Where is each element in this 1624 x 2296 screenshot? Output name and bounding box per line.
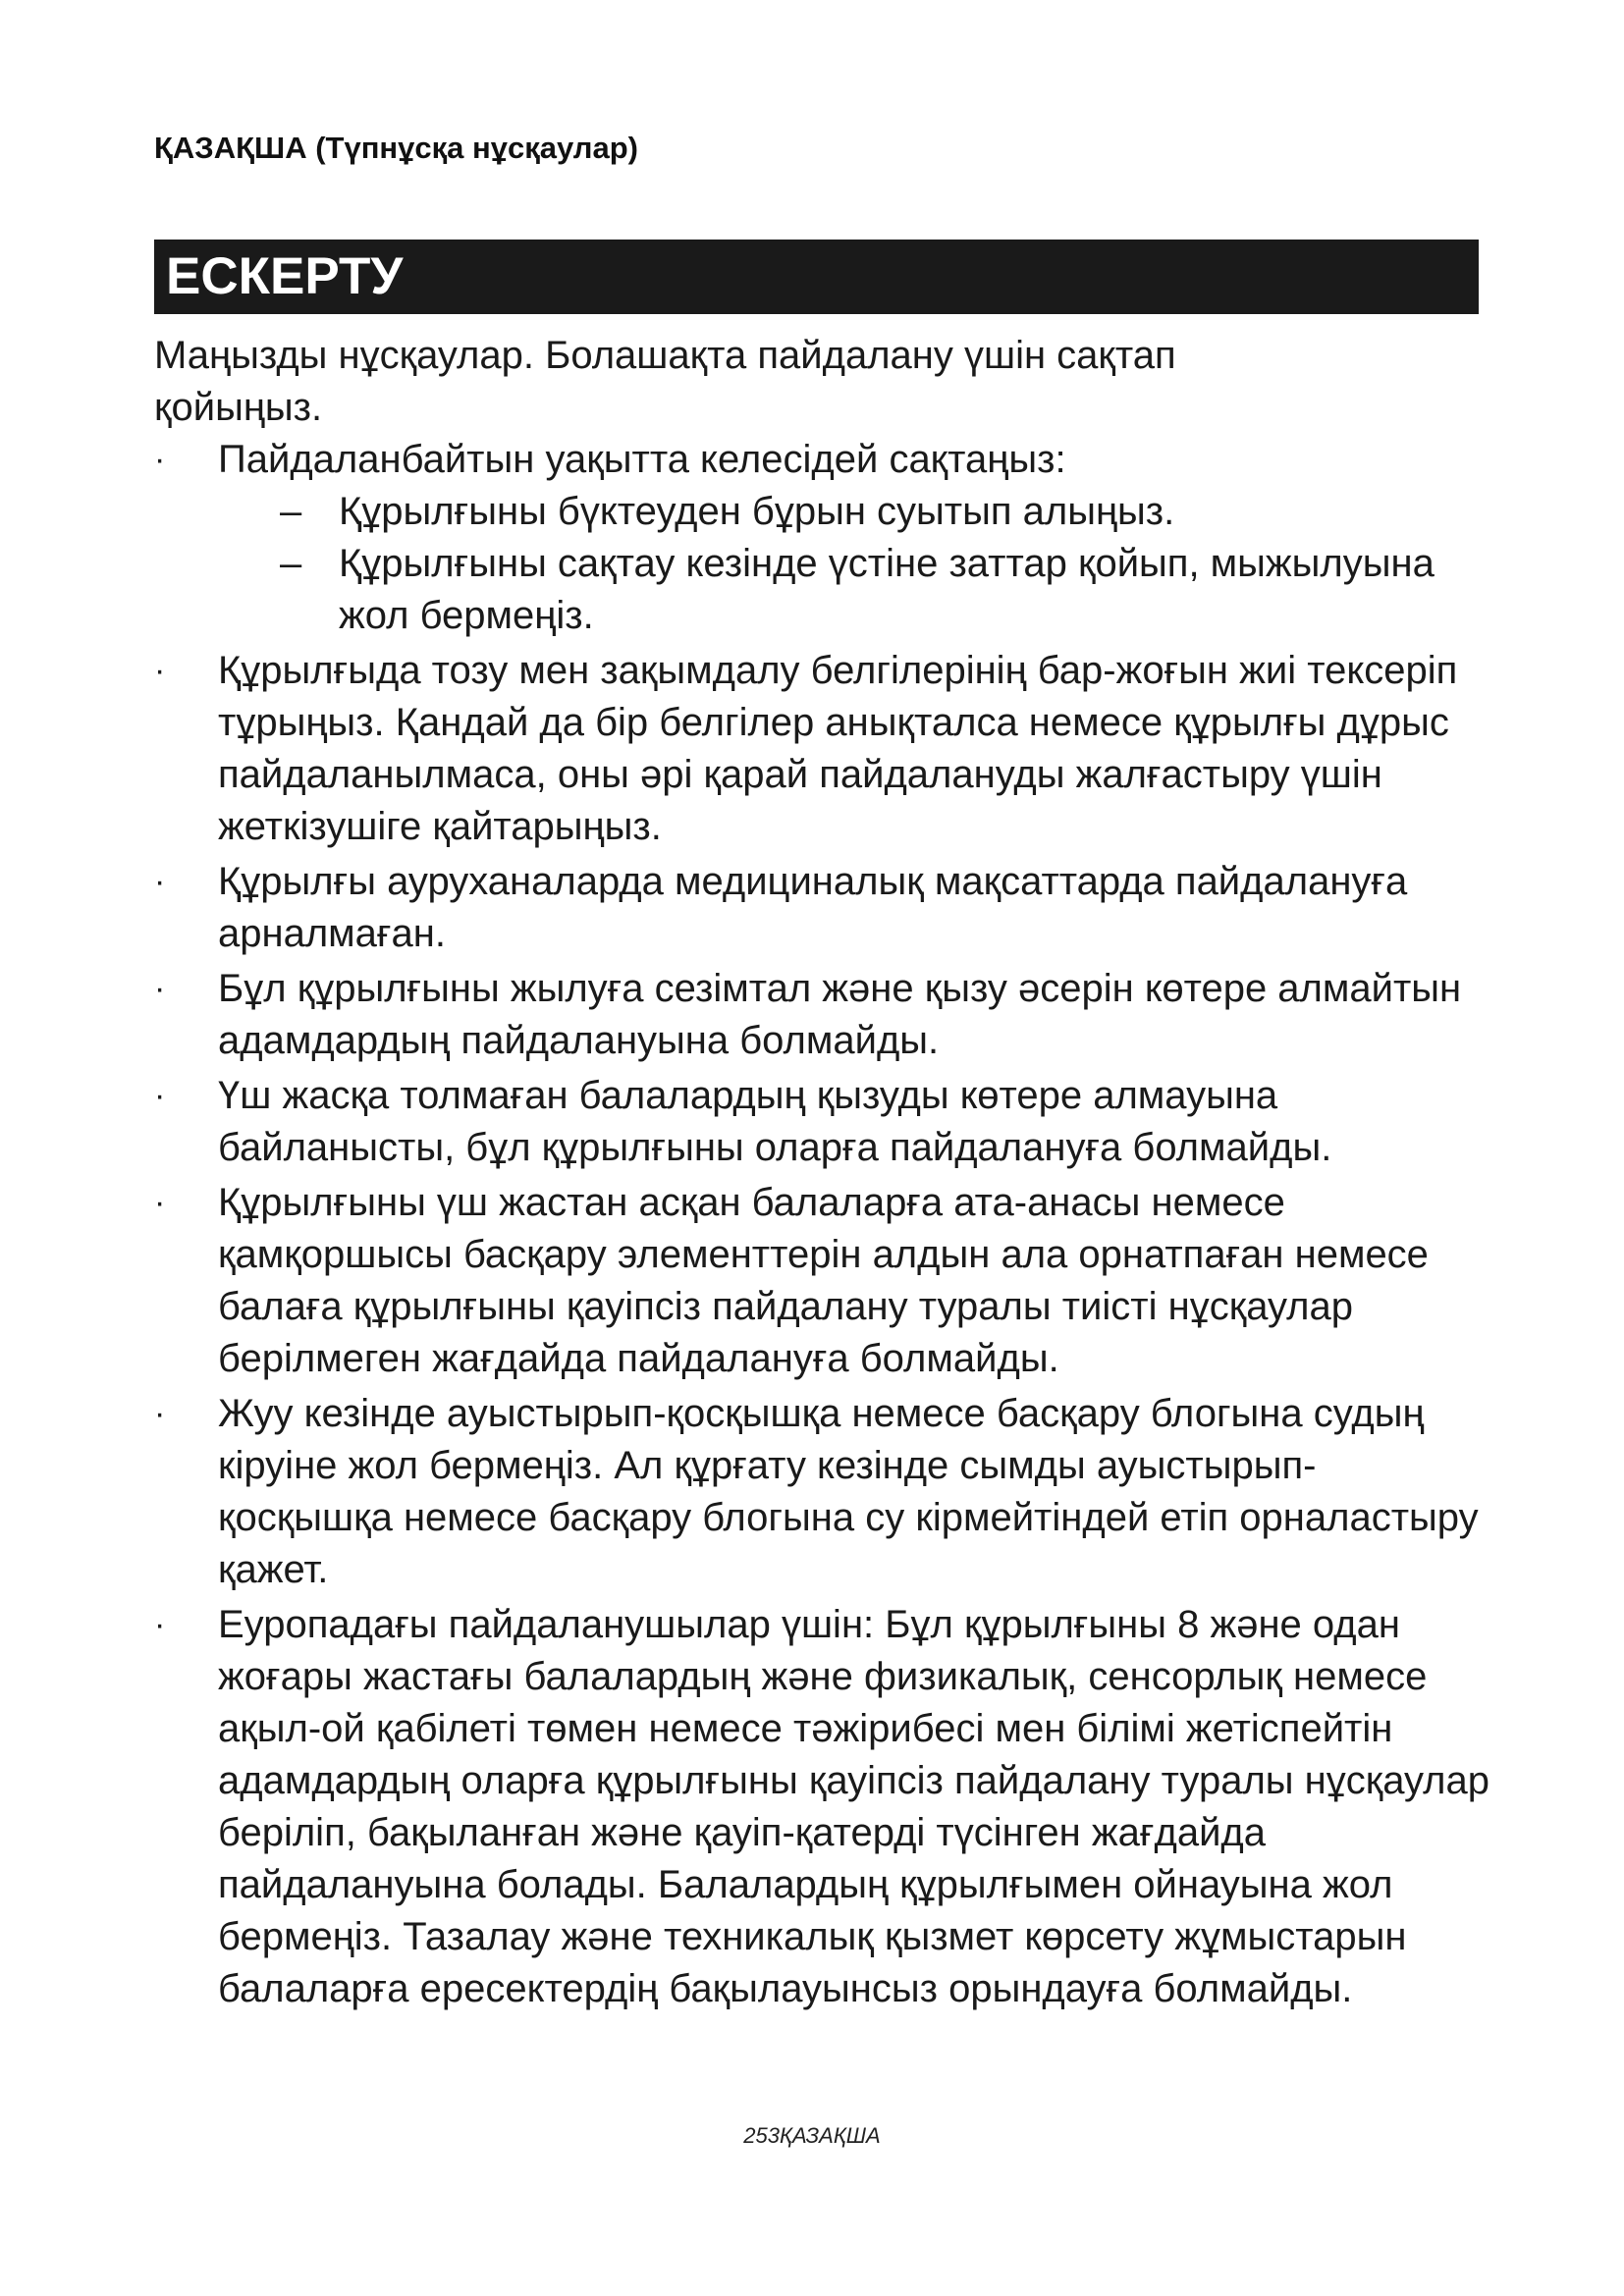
list-item-text: Құрылғыда тозу мен зақымдалу белгілерінің бар-жоғын жиі тексеріп тұрыңыз. Қандай да бір белгілер анықталса немесе құрылғы дұрыс пайдаланылмаса, оны әрі қарай пайдалануды жалғастыру үшін жеткізушіге қайтарыңыз. bbox=[218, 649, 1458, 848]
section-title: ЕСКЕРТУ bbox=[166, 247, 404, 305]
list-item bbox=[154, 963, 1489, 1067]
bullet-icon: · bbox=[154, 863, 166, 900]
list-item bbox=[154, 1177, 1489, 1385]
page-footer: 253ҚАЗАҚША bbox=[743, 2123, 881, 2148]
bullet-icon: · bbox=[154, 1606, 166, 1643]
list-item bbox=[154, 1388, 1489, 1596]
list-item bbox=[154, 1070, 1489, 1174]
bullet-icon: · bbox=[154, 970, 166, 1007]
sub-list-item bbox=[218, 486, 1489, 538]
dash-icon: – bbox=[280, 490, 302, 533]
sub-list-item-text: Құрылғыны сақтау кезінде үстіне заттар қойып, мыжылуына жол бермеңіз. bbox=[339, 542, 1435, 637]
list-item-text: Еуропадағы пайдаланушылар үшін: Бұл құрылғыны 8 және одан жоғары жастағы балалардың және физикалық, сенсорлық немесе ақыл-ой қабілеті төмен немесе тәжірибесі мен білімі жетіспейтін адамдардың оларға құрылғыны қауіпсіз пайдалану туралы нұсқаулар беріліп, бақыланған және қауіп-қатерді түсінген жағдайда пайдалануына болады. Балалардың құрылғымен ойнауына жол бермеңіз. Тазалау және техникалық қызмет көрсету жұмыстарын балаларға ересектердің бақылауынсыз орындауға болмайды. bbox=[218, 1603, 1489, 2010]
list-item bbox=[154, 856, 1489, 960]
sub-list-item-text: Құрылғыны бүктеуден бұрын суытып алыңыз. bbox=[339, 490, 1175, 533]
list-item-text: Құрылғыны үш жастан асқан балаларға ата-анасы немесе қамқоршысы басқару элементтерін алдын ала орнатпаған немесе балаға құрылғыны қауіпсіз пайдалану туралы тиісті нұсқаулар берілмеген жағдайда пайдалануға болмайды. bbox=[218, 1181, 1429, 1380]
language-header: ҚАЗАҚША (Түпнұсқа нұсқаулар) bbox=[154, 131, 638, 165]
sub-list-item bbox=[218, 538, 1489, 642]
dash-icon: – bbox=[280, 542, 302, 585]
bullet-icon: · bbox=[154, 1077, 166, 1114]
warning-list bbox=[154, 434, 1489, 2015]
intro-paragraph: Маңызды нұсқаулар. Болашақта пайдалану үшін сақтап қойыңыз. bbox=[154, 334, 1176, 429]
warning-content bbox=[154, 330, 1489, 2015]
list-item-text: Үш жасқа толмаған балалардың қызуды көтере алмауына байланысты, бұл құрылғыны оларға пайдалануға болмайды. bbox=[218, 1074, 1332, 1169]
sub-list bbox=[218, 486, 1489, 642]
list-item-text: Бұл құрылғыны жылуға сезімтал және қызу әсерін көтере алмайтын адамдардың пайдалануына болмайды. bbox=[218, 967, 1462, 1062]
bullet-icon: · bbox=[154, 652, 166, 689]
list-item-text: Пайдаланбайтын уақытта келесідей сақтаңыз: bbox=[218, 438, 1066, 481]
section-heading-bar bbox=[154, 240, 1479, 314]
bullet-icon: · bbox=[154, 1184, 166, 1221]
list-item-text: Жуу кезінде ауыстырып-қосқышқа немесе басқару блогына судың кіруіне жол бермеңіз. Ал құрғату кезінде сымды ауыстырып-қосқышқа немесе басқару блогына су кірмейтіндей етіп орналастыру қажет. bbox=[218, 1392, 1479, 1591]
bullet-icon: · bbox=[154, 1395, 166, 1432]
bullet-icon: · bbox=[154, 441, 166, 478]
list-item-text: Құрылғы ауруханаларда медициналық мақсаттарда пайдалануға арналмаған. bbox=[218, 860, 1408, 955]
list-item bbox=[154, 645, 1489, 853]
list-item bbox=[154, 434, 1489, 642]
list-item bbox=[154, 1599, 1489, 2015]
